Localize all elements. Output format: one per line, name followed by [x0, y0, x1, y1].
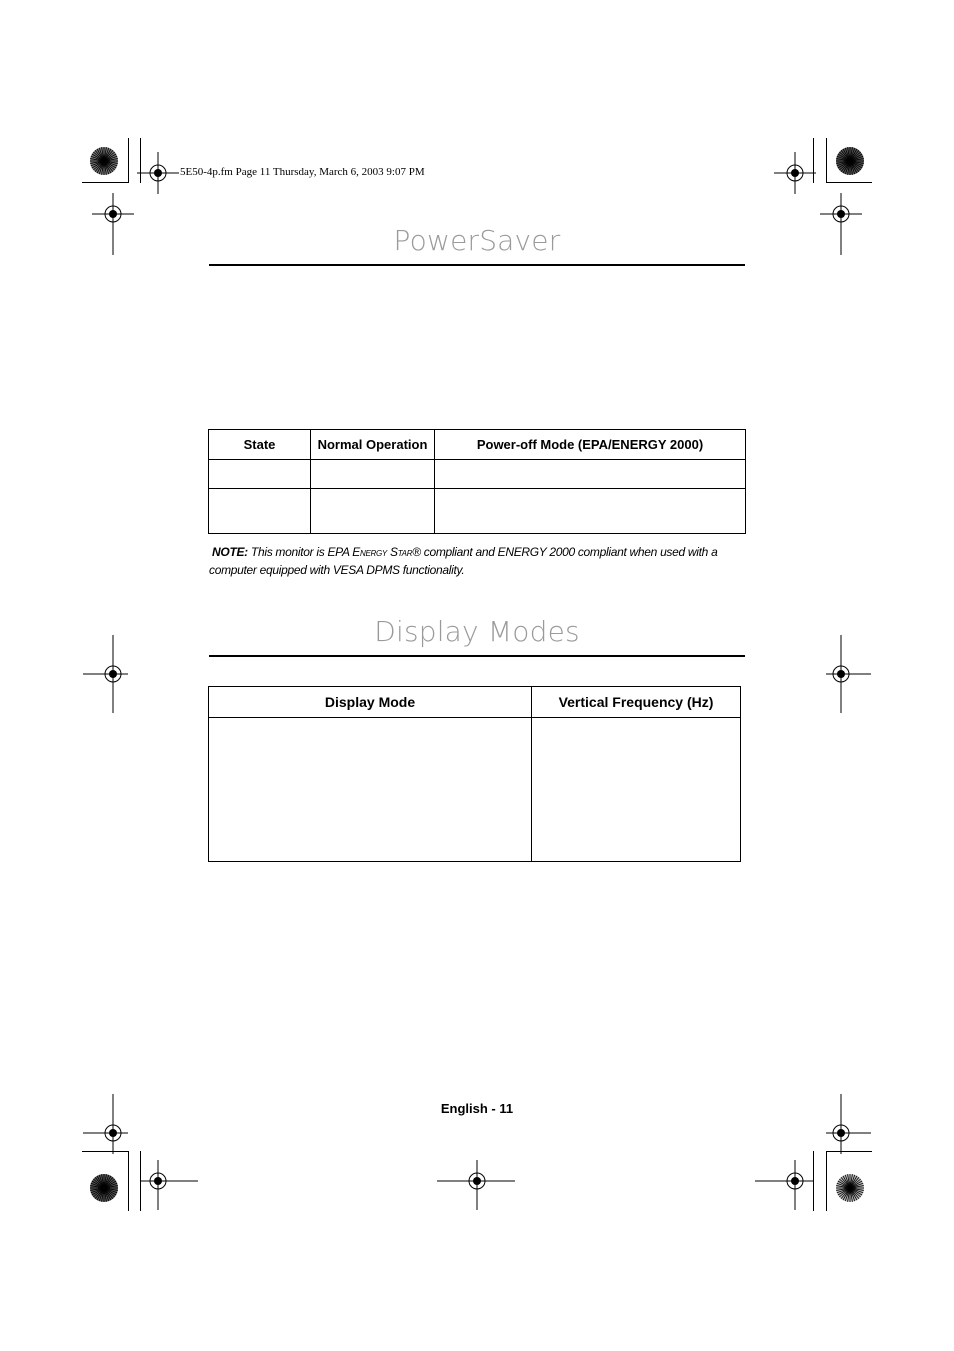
registration-mark-icon — [83, 635, 143, 713]
registration-mark-icon — [811, 1094, 871, 1154]
note-label: NOTE: — [212, 545, 248, 559]
energy-star-note — [209, 543, 749, 579]
crop-mark-line — [82, 182, 128, 183]
table-row — [209, 460, 746, 489]
registration-mark-icon — [137, 152, 179, 194]
column-header-state: State — [209, 430, 311, 460]
display-modes-table — [208, 686, 741, 862]
registration-mark-icon — [92, 193, 134, 255]
column-header-display-mode: Display Mode — [209, 687, 532, 718]
table-cell — [209, 489, 311, 534]
table-row — [209, 489, 746, 534]
crop-mark-line — [128, 138, 129, 183]
table-cell — [435, 460, 746, 489]
display-modes-title: Display Modes — [374, 615, 580, 648]
page-footer: English - 11 — [440, 1101, 514, 1116]
table-header-row — [209, 430, 746, 460]
crop-mark-line — [826, 138, 827, 183]
table-header-row — [209, 687, 741, 718]
note-text-start: This monitor is EPA — [247, 545, 353, 559]
table-cell — [435, 489, 746, 534]
print-header: 5E50-4p.fm Page 11 Thursday, March 6, 2003 9:07 PM — [180, 166, 425, 178]
table-cell — [311, 460, 435, 489]
starburst-target-icon — [89, 146, 119, 176]
powersaver-rule — [209, 264, 745, 266]
table-row — [209, 718, 741, 862]
column-header-vertical-frequency: Vertical Frequency (Hz) — [532, 687, 741, 718]
registration-mark-icon — [130, 1160, 198, 1210]
registration-mark-icon — [755, 1160, 823, 1210]
column-header-normal-operation: Normal Operation — [311, 430, 435, 460]
crop-mark-line — [826, 1151, 827, 1211]
column-header-power-off-mode: Power-off Mode (EPA/ENERGY 2000) — [435, 430, 746, 460]
starburst-target-icon — [835, 1173, 865, 1203]
table-cell — [209, 460, 311, 489]
table-cell — [532, 718, 741, 862]
registration-mark-icon — [437, 1160, 515, 1210]
registration-mark-icon — [811, 635, 871, 713]
registration-mark-icon — [774, 152, 816, 194]
table-cell — [311, 489, 435, 534]
table-cell — [209, 718, 532, 862]
crop-mark-line — [826, 182, 872, 183]
registration-mark-icon — [820, 193, 862, 255]
starburst-target-icon — [835, 146, 865, 176]
note-energy-star: Energy Star — [352, 545, 413, 559]
powersaver-table — [208, 429, 746, 534]
note-text-end: ® compliant and ENERGY 2000 compliant when used with a computer equipped with VESA DPMS functionality. — [209, 545, 718, 577]
display-modes-rule — [209, 655, 745, 657]
registration-mark-icon — [83, 1094, 143, 1154]
crop-mark-line — [128, 1151, 129, 1211]
starburst-target-icon — [89, 1173, 119, 1203]
powersaver-title: PowerSaver — [393, 224, 561, 257]
